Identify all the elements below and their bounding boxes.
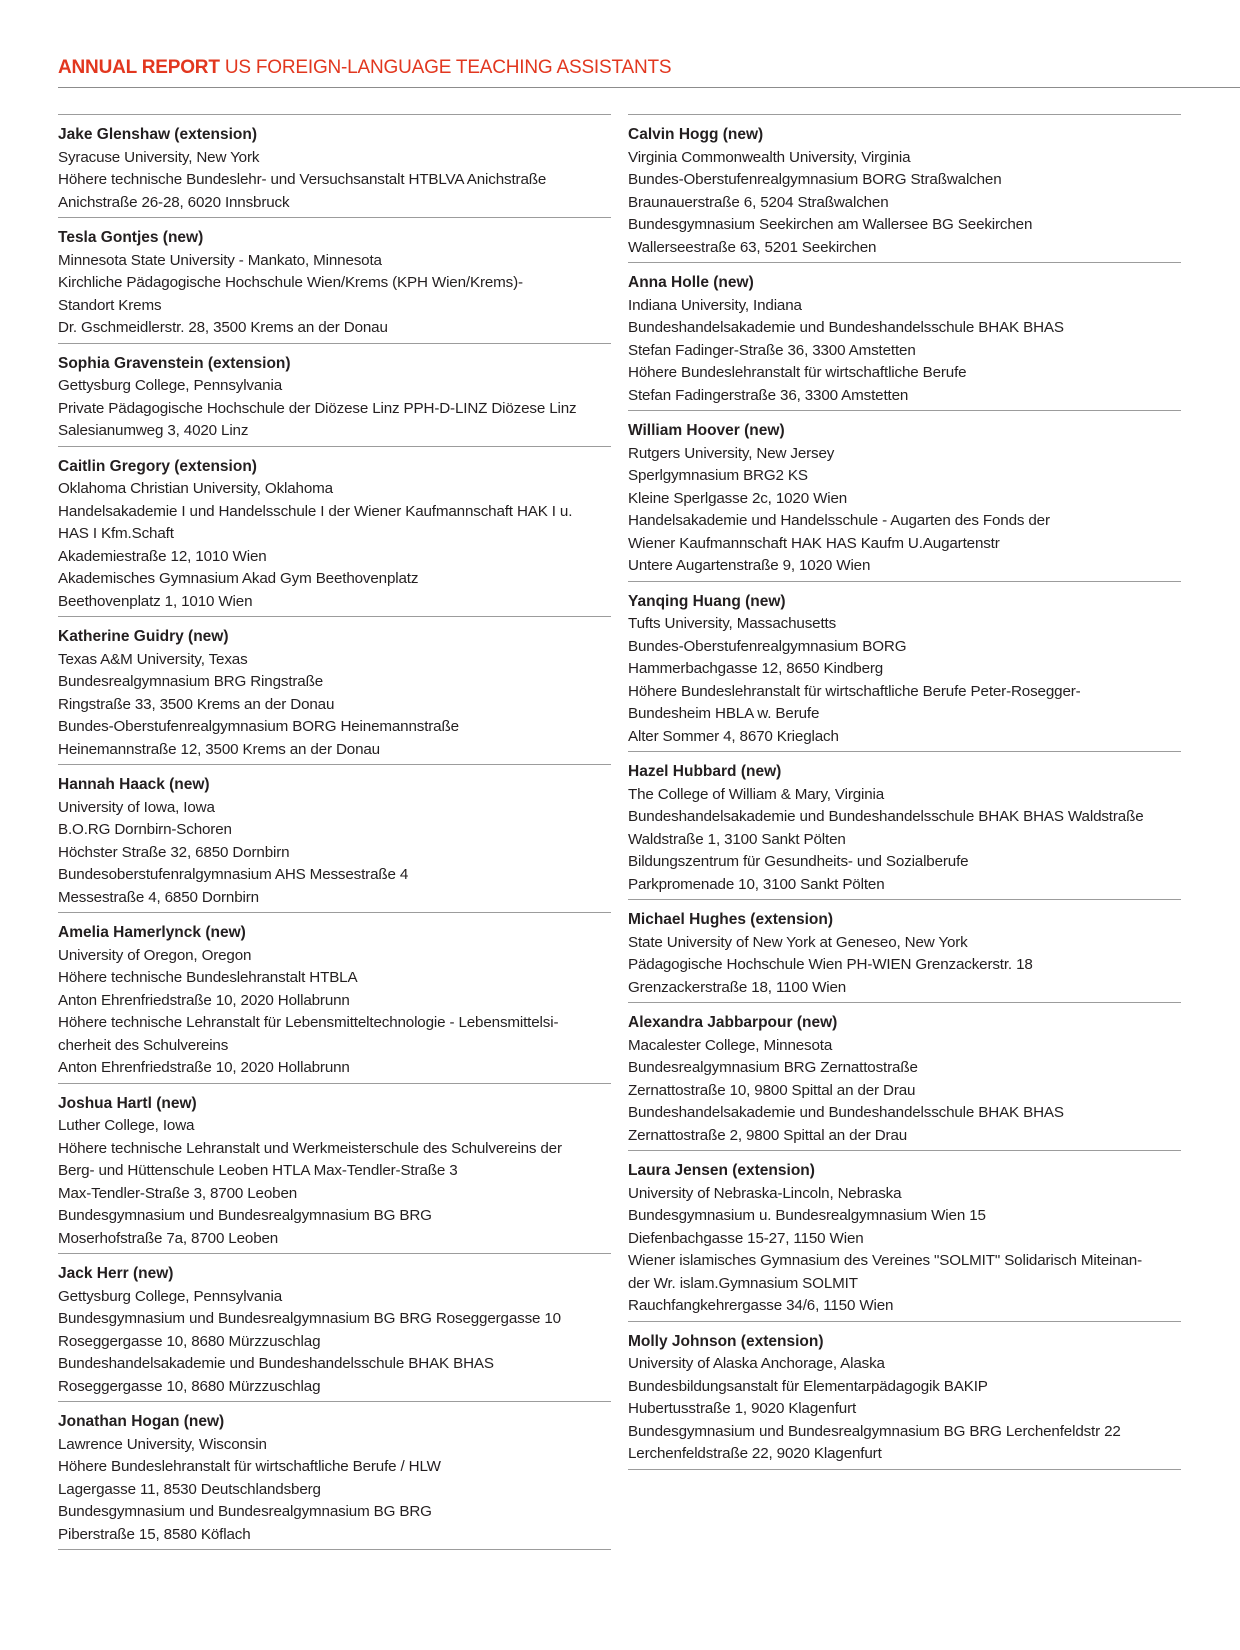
placement-detail: Bundeshandelsakademie und Bundeshandelsschule BHAK BHAS Waldstraße bbox=[628, 808, 1144, 825]
assistant-entry bbox=[628, 581, 1181, 752]
assistant-entry bbox=[58, 616, 611, 764]
home-university: Virginia Commonwealth University, Virginia bbox=[628, 148, 911, 166]
assistant-entry bbox=[628, 262, 1181, 410]
placement-detail: Bundesoberstufenralgymnasium AHS Messestraße 4 bbox=[58, 866, 409, 883]
home-university: Oklahoma Christian University, Oklahoma bbox=[58, 480, 333, 497]
home-university: Indiana University, Indiana bbox=[628, 296, 802, 314]
placement-detail: Bundeshandelsakademie und Bundeshandelsschule BHAK BHAS bbox=[628, 319, 1064, 336]
placement-detail: Untere Augartenstraße 9, 1020 Wien bbox=[628, 557, 871, 574]
placement-detail: Höhere technische Lehranstalt und Werkmeisterschule des Schulvereins der bbox=[58, 1139, 562, 1157]
assistant-entry bbox=[58, 1083, 611, 1254]
assistant-entry bbox=[628, 1150, 1181, 1321]
home-university: Rutgers University, New Jersey bbox=[628, 444, 835, 462]
assistant-entry bbox=[58, 764, 611, 912]
placement-detail: Stefan Fadinger-Straße 36, 3300 Amstetten bbox=[628, 341, 916, 359]
placement-detail: Rauchfangkehrergasse 34/6, 1150 Wien bbox=[628, 1297, 894, 1314]
assistant-name: Hazel Hubbard (new) bbox=[628, 763, 782, 780]
assistant-name: Calvin Hogg (new) bbox=[628, 126, 764, 143]
placement-detail: Bundeshandelsakademie und Bundeshandelsschule BHAK BHAS bbox=[58, 1355, 494, 1372]
home-university: Syracuse University, New York bbox=[58, 148, 260, 166]
assistant-name: Tesla Gontjes (new) bbox=[58, 229, 204, 246]
home-university: University of Alaska Anchorage, Alaska bbox=[628, 1355, 885, 1372]
placement-detail: HAS I Kfm.Schaft bbox=[58, 525, 174, 542]
assistant-name: Yanqing Huang (new) bbox=[628, 592, 786, 610]
placement-detail: Höhere technische Bundeslehranstalt HTBLA bbox=[58, 969, 358, 986]
placement-detail: Max-Tendler-Straße 3, 8700 Leoben bbox=[58, 1184, 298, 1202]
assistant-entry bbox=[58, 446, 611, 617]
assistant-name: Hannah Haack (new) bbox=[58, 776, 210, 793]
assistant-entry bbox=[628, 751, 1181, 899]
assistant-entry bbox=[58, 343, 611, 446]
placement-detail: Bildungszentrum für Gesundheits- und Sozialberufe bbox=[628, 853, 969, 870]
placement-detail: Berg- und Hüttenschule Leoben HTLA Max-Tendler-Straße 3 bbox=[58, 1162, 458, 1179]
assistant-entry bbox=[628, 1002, 1181, 1150]
placement-detail: Dr. Gschmeidlerstr. 28, 3500 Krems an der Donau bbox=[58, 319, 388, 336]
placement-detail: Bundes-Oberstufenrealgymnasium BORG Straßwalchen bbox=[628, 171, 1002, 188]
report-label: ANNUAL REPORT bbox=[58, 57, 220, 78]
placement-detail: Grenzackerstraße 18, 1100 Wien bbox=[628, 978, 847, 996]
placement-detail: Private Pädagogische Hochschule der Diözese Linz PPH-D-LINZ Diözese Linz bbox=[58, 399, 577, 417]
right-column bbox=[628, 114, 1181, 1470]
assistant-name: Katherine Guidry (new) bbox=[58, 628, 229, 645]
assistant-entry bbox=[58, 912, 611, 1083]
left-column bbox=[58, 114, 611, 1550]
assistant-name: William Hoover (new) bbox=[628, 422, 785, 439]
placement-detail: Akademisches Gymnasium Akad Gym Beethovenplatz bbox=[58, 570, 419, 587]
assistant-name: Caitlin Gregory (extension) bbox=[58, 457, 257, 475]
home-university: State University of New York at Geneseo, New York bbox=[628, 933, 968, 951]
placement-detail: Bundes-Oberstufenrealgymnasium BORG Heinemannstraße bbox=[58, 718, 459, 735]
home-university: Texas A&M University, Texas bbox=[58, 650, 248, 668]
assistant-name: Jonathan Hogan (new) bbox=[58, 1413, 225, 1430]
home-university: Tufts University, Massachusetts bbox=[628, 615, 837, 632]
placement-detail: Salesianumweg 3, 4020 Linz bbox=[58, 422, 249, 439]
home-university: Lawrence University, Wisconsin bbox=[58, 1435, 267, 1453]
placement-detail: Ringstraße 33, 3500 Krems an der Donau bbox=[58, 695, 335, 713]
placement-detail: Stefan Fadingerstraße 36, 3300 Amstetten bbox=[628, 386, 909, 404]
placement-detail: Akademiestraße 12, 1010 Wien bbox=[58, 547, 267, 565]
assistant-name: Alexandra Jabbarpour (new) bbox=[628, 1014, 838, 1031]
assistant-name: Molly Johnson (extension) bbox=[628, 1332, 824, 1350]
placement-detail: Alter Sommer 4, 8670 Krieglach bbox=[628, 727, 839, 745]
placement-detail: Piberstraße 15, 8580 Köflach bbox=[58, 1525, 251, 1543]
placement-detail: Parkpromenade 10, 3100 Sankt Pölten bbox=[628, 875, 885, 893]
placement-detail: Bundesrealgymnasium BRG Zernattostraße bbox=[628, 1059, 918, 1076]
placement-detail: Höhere Bundeslehranstalt für wirtschaftliche Berufe Peter-Rosegger- bbox=[628, 682, 1081, 700]
placement-detail: Pädagogische Hochschule Wien PH-WIEN Grenzackerstr. 18 bbox=[628, 956, 1033, 973]
assistant-name: Jake Glenshaw (extension) bbox=[58, 126, 257, 143]
placement-detail: Hubertusstraße 1, 9020 Klagenfurt bbox=[628, 1400, 857, 1417]
assistant-entry bbox=[628, 410, 1181, 581]
placement-detail: Standort Krems bbox=[58, 296, 162, 314]
home-university: The College of William & Mary, Virginia bbox=[628, 785, 885, 803]
assistant-entry bbox=[58, 217, 611, 343]
placement-detail: cherheit des Schulvereins bbox=[58, 1036, 229, 1054]
home-university: Gettysburg College, Pennsylvania bbox=[58, 377, 282, 394]
placement-detail: Höchster Straße 32, 6850 Dornbirn bbox=[58, 843, 290, 861]
placement-detail: Bundesgymnasium und Bundesrealgymnasium BG BRG bbox=[58, 1503, 432, 1520]
placement-detail: Bundes-Oberstufenrealgymnasium BORG bbox=[628, 637, 907, 655]
placement-detail: Bundesgymnasium Seekirchen am Wallersee BG Seekirchen bbox=[628, 216, 1033, 233]
placement-detail: Heinemannstraße 12, 3500 Krems an der Donau bbox=[58, 740, 380, 758]
placement-detail: Moserhofstraße 7a, 8700 Leoben bbox=[58, 1229, 279, 1247]
placement-detail: Bundesgymnasium und Bundesrealgymnasium BG BRG Roseggergasse 10 bbox=[58, 1310, 561, 1327]
placement-detail: Anichstraße 26-28, 6020 Innsbruck bbox=[58, 193, 290, 211]
placement-detail: Lerchenfeldstraße 22, 9020 Klagenfurt bbox=[628, 1445, 882, 1462]
home-university: Luther College, Iowa bbox=[58, 1117, 195, 1134]
page-header bbox=[58, 57, 671, 79]
placement-detail: Bundesrealgymnasium BRG Ringstraße bbox=[58, 673, 324, 690]
placement-detail: Handelsakademie I und Handelsschule I der Wiener Kaufmannschaft HAK I u. bbox=[58, 502, 573, 520]
assistant-name: Amelia Hamerlynck (new) bbox=[58, 924, 246, 941]
home-university: Macalester College, Minnesota bbox=[628, 1036, 833, 1054]
placement-detail: Wiener Kaufmannschaft HAK HAS Kaufm U.Augartenstr bbox=[628, 534, 1000, 552]
placement-detail: Anton Ehrenfriedstraße 10, 2020 Hollabrunn bbox=[58, 1059, 350, 1076]
placement-detail: Bundesheim HBLA w. Berufe bbox=[628, 705, 820, 722]
placement-detail: Roseggergasse 10, 8680 Mürzzuschlag bbox=[58, 1332, 321, 1350]
placement-detail: Zernattostraße 10, 9800 Spittal an der Drau bbox=[628, 1081, 916, 1099]
placement-detail: Kleine Sperlgasse 2c, 1020 Wien bbox=[628, 489, 848, 507]
home-university: University of Iowa, Iowa bbox=[58, 798, 215, 816]
placement-detail: Bundesgymnasium u. Bundesrealgymnasium Wien 15 bbox=[628, 1207, 986, 1224]
assistant-entry bbox=[628, 1321, 1181, 1470]
home-university: Gettysburg College, Pennsylvania bbox=[58, 1287, 282, 1305]
placement-detail: Braunauerstraße 6, 5204 Straßwalchen bbox=[628, 193, 889, 211]
assistant-entry bbox=[58, 114, 611, 217]
placement-detail: Hammerbachgasse 12, 8650 Kindberg bbox=[628, 660, 884, 677]
placement-detail: Lagergasse 11, 8530 Deutschlandsberg bbox=[58, 1480, 321, 1498]
home-university: University of Oregon, Oregon bbox=[58, 946, 252, 964]
assistant-name: Anna Holle (new) bbox=[628, 274, 754, 291]
placement-detail: Messestraße 4, 6850 Dornbirn bbox=[58, 888, 259, 906]
assistant-name: Joshua Hartl (new) bbox=[58, 1094, 197, 1112]
placement-detail: Höhere Bundeslehranstalt für wirtschaftliche Berufe bbox=[628, 364, 967, 381]
assistant-name: Laura Jensen (extension) bbox=[628, 1162, 815, 1179]
placement-detail: Anton Ehrenfriedstraße 10, 2020 Hollabrunn bbox=[58, 991, 350, 1009]
placement-detail: Wiener islamisches Gymnasium des Vereines "SOLMIT" Solidarisch Miteinan- bbox=[628, 1252, 1143, 1269]
report-subject: US FOREIGN-LANGUAGE TEACHING ASSISTANTS bbox=[224, 57, 672, 78]
header-divider bbox=[58, 87, 1240, 88]
placement-detail: Bundesgymnasium und Bundesrealgymnasium BG BRG bbox=[58, 1207, 432, 1224]
placement-detail: Höhere technische Bundeslehr- und Versuchsanstalt HTBLVA Anichstraße bbox=[58, 171, 547, 188]
placement-detail: Wallerseestraße 63, 5201 Seekirchen bbox=[628, 238, 877, 256]
placement-detail: Bundesbildungsanstalt für Elementarpädagogik BAKIP bbox=[628, 1377, 988, 1395]
assistant-entry bbox=[58, 1253, 611, 1401]
placement-detail: Kirchliche Pädagogische Hochschule Wien/Krems (KPH Wien/Krems)- bbox=[58, 274, 523, 291]
placement-detail: Handelsakademie und Handelsschule - Augarten des Fonds der bbox=[628, 512, 1050, 529]
assistant-entry bbox=[628, 899, 1181, 1002]
assistant-name: Jack Herr (new) bbox=[58, 1265, 174, 1282]
placement-detail: Sperlgymnasium BRG2 KS bbox=[628, 467, 808, 484]
placement-detail: Roseggergasse 10, 8680 Mürzzuschlag bbox=[58, 1377, 321, 1395]
placement-detail: der Wr. islam.Gymnasium SOLMIT bbox=[628, 1274, 858, 1292]
placement-detail: Bundesgymnasium und Bundesrealgymnasium BG BRG Lerchenfeldstr 22 bbox=[628, 1422, 1121, 1440]
placement-detail: Beethovenplatz 1, 1010 Wien bbox=[58, 592, 253, 610]
assistant-name: Michael Hughes (extension) bbox=[628, 911, 833, 928]
placement-detail: B.O.RG Dornbirn-Schoren bbox=[58, 821, 232, 838]
assistant-entry bbox=[628, 114, 1181, 262]
home-university: University of Nebraska-Lincoln, Nebraska bbox=[628, 1184, 902, 1202]
placement-detail: Waldstraße 1, 3100 Sankt Pölten bbox=[628, 830, 846, 848]
assistant-entry bbox=[58, 1401, 611, 1550]
placement-detail: Bundeshandelsakademie und Bundeshandelsschule BHAK BHAS bbox=[628, 1104, 1064, 1121]
placement-detail: Zernattostraße 2, 9800 Spittal an der Drau bbox=[628, 1126, 908, 1144]
home-university: Minnesota State University - Mankato, Minnesota bbox=[58, 251, 382, 269]
assistant-name: Sophia Gravenstein (extension) bbox=[58, 354, 291, 372]
placement-detail: Diefenbachgasse 15-27, 1150 Wien bbox=[628, 1229, 864, 1247]
placement-detail: Höhere technische Lehranstalt für Lebensmitteltechnologie - Lebensmittelsi- bbox=[58, 1014, 559, 1031]
placement-detail: Höhere Bundeslehranstalt für wirtschaftliche Berufe / HLW bbox=[58, 1458, 441, 1475]
